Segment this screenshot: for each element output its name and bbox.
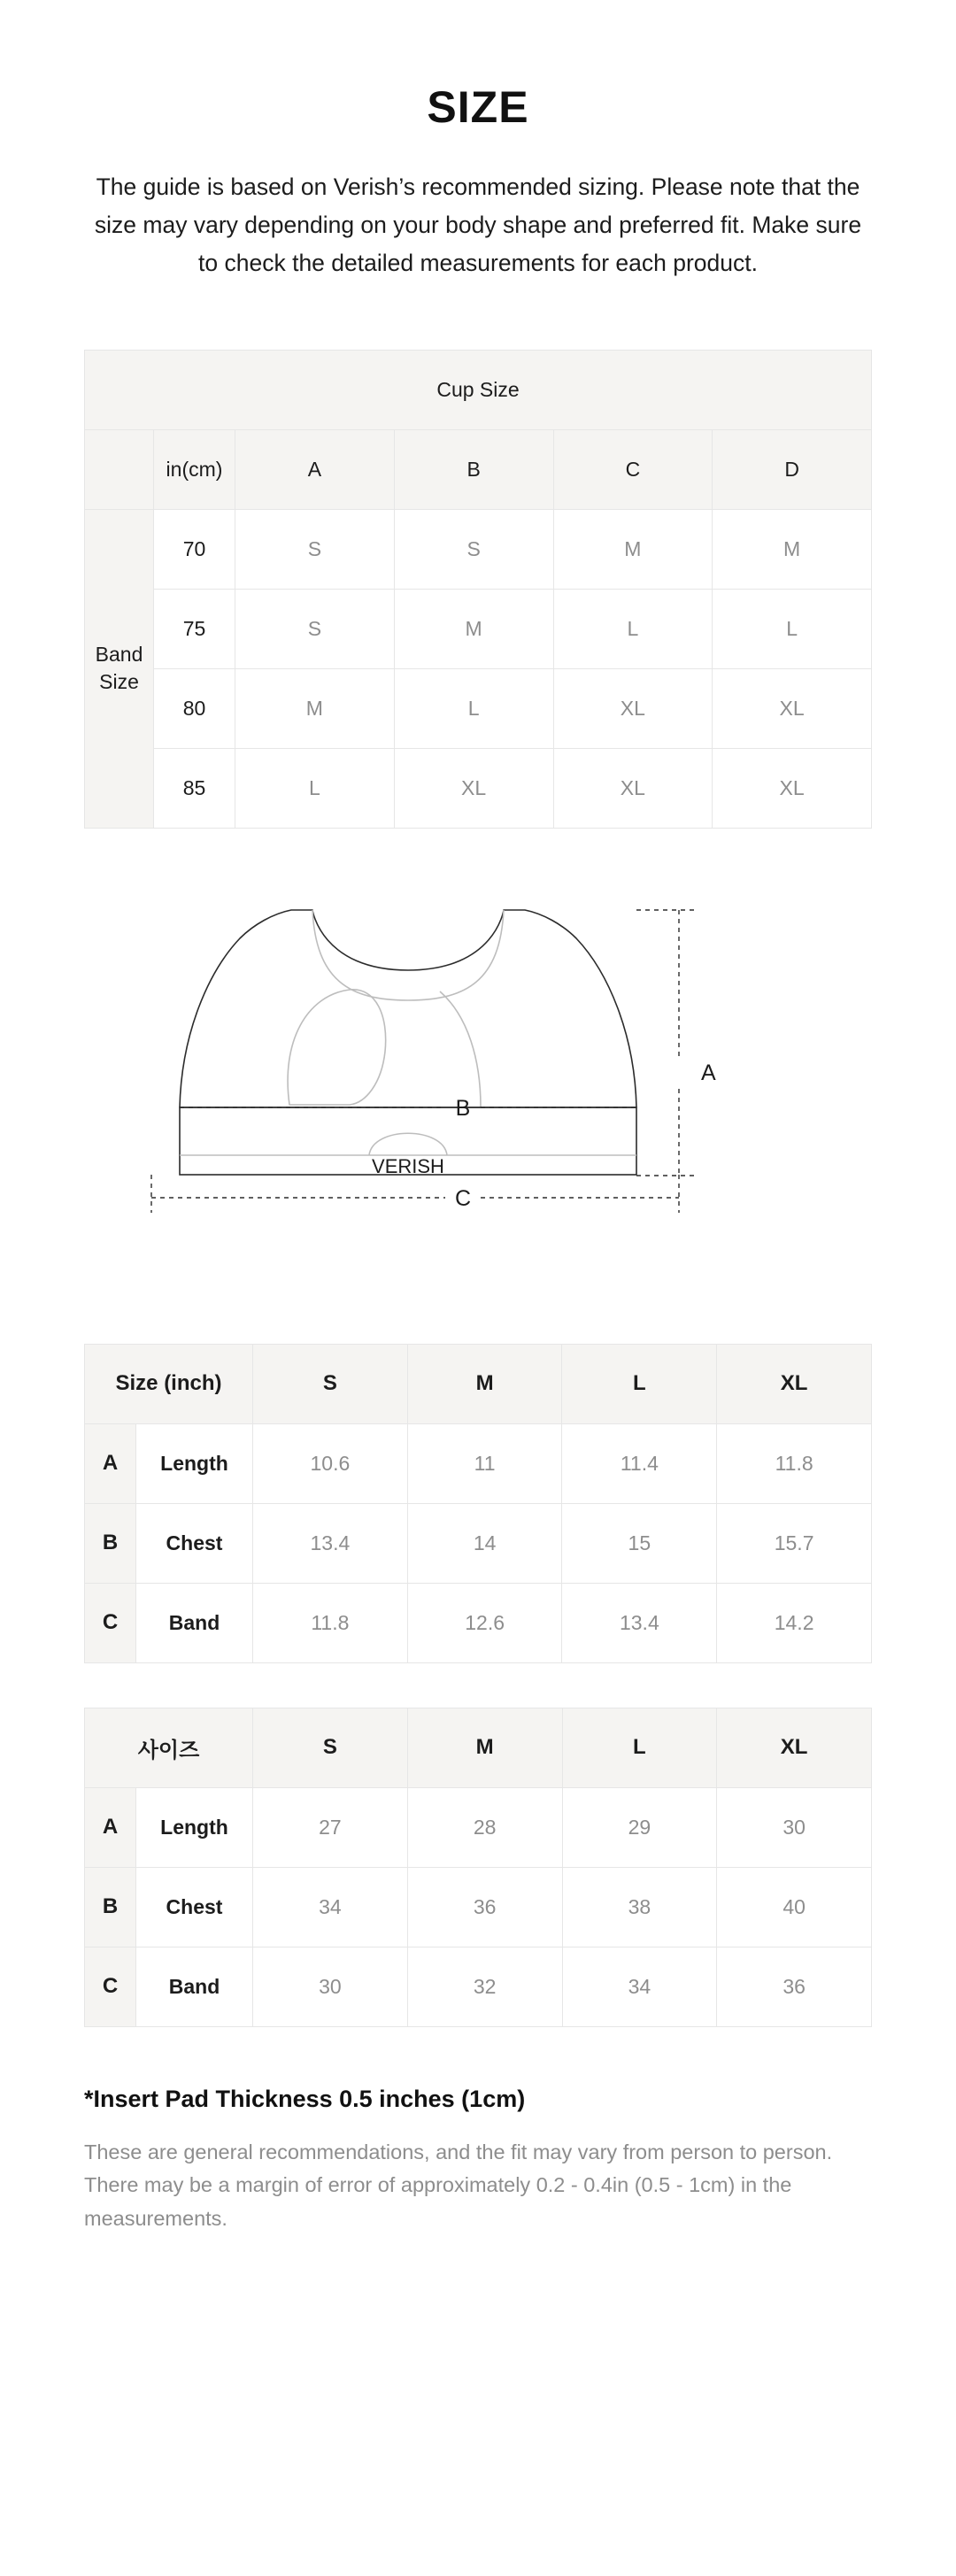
band-size-label: Band Size — [85, 509, 154, 828]
inch-band-l: 13.4 — [562, 1583, 717, 1662]
cup-band-table — [84, 350, 872, 829]
cm-length-s: 27 — [253, 1787, 408, 1867]
inch-head-label: Size (inch) — [85, 1344, 253, 1423]
pad-thickness-note: *Insert Pad Thickness 0.5 inches (1cm) — [84, 2085, 526, 2112]
cm-col-s: S — [253, 1708, 408, 1787]
cell-70-b: S — [394, 509, 553, 589]
cm-measurement-table — [84, 1708, 872, 2027]
table-row — [85, 1344, 872, 1423]
inch-col-xl: XL — [717, 1344, 872, 1423]
band-value-85: 85 — [154, 748, 235, 828]
inch-chest-l: 15 — [562, 1503, 717, 1583]
dimension-label-a: A — [701, 1060, 716, 1085]
page-title: SIZE — [427, 82, 529, 132]
band-value-75: 75 — [154, 589, 235, 668]
cm-chest-l: 38 — [562, 1867, 717, 1947]
inch-chest-s: 13.4 — [253, 1503, 408, 1583]
cm-col-l: L — [562, 1708, 717, 1787]
cm-band-l: 34 — [562, 1947, 717, 2026]
inch-band-s: 11.8 — [253, 1583, 408, 1662]
cup-column-b: B — [394, 429, 553, 509]
table-row — [85, 1787, 872, 1867]
cm-axis-a: A — [85, 1787, 136, 1867]
inch-band-xl: 14.2 — [717, 1583, 872, 1662]
table-row — [85, 429, 872, 509]
cm-rowname-length: Length — [136, 1787, 253, 1867]
cm-axis-b: B — [85, 1867, 136, 1947]
inch-chest-m: 14 — [407, 1503, 562, 1583]
inch-axis-c: C — [85, 1583, 136, 1662]
cm-chest-xl: 40 — [717, 1867, 872, 1947]
cm-rowname-band: Band — [136, 1947, 253, 2026]
cell-80-a: M — [235, 668, 395, 748]
cm-length-xl: 30 — [717, 1787, 872, 1867]
cm-col-m: M — [407, 1708, 562, 1787]
inch-axis-a: A — [85, 1423, 136, 1503]
inch-axis-b: B — [85, 1503, 136, 1583]
brand-label: VERISH — [372, 1154, 444, 1177]
inch-rowname-chest: Chest — [136, 1503, 253, 1583]
inch-length-m: 11 — [407, 1423, 562, 1503]
inch-col-s: S — [253, 1344, 408, 1423]
inch-chest-xl: 15.7 — [717, 1503, 872, 1583]
cell-75-a: S — [235, 589, 395, 668]
table-row — [85, 1423, 872, 1503]
inch-col-m: M — [407, 1344, 562, 1423]
table-row — [85, 589, 872, 668]
cell-85-b: XL — [394, 748, 553, 828]
inch-rowname-band: Band — [136, 1583, 253, 1662]
inch-length-s: 10.6 — [253, 1423, 408, 1503]
dimension-label-b: B — [455, 1095, 471, 1121]
cell-75-b: M — [394, 589, 553, 668]
cm-col-xl: XL — [717, 1708, 872, 1787]
cup-column-c: C — [553, 429, 713, 509]
cm-chest-s: 34 — [253, 1867, 408, 1947]
corner-cell — [85, 429, 154, 509]
table-row — [85, 668, 872, 748]
cm-band-m: 32 — [407, 1947, 562, 2026]
cup-column-d: D — [713, 429, 872, 509]
table-row — [85, 1947, 872, 2026]
cell-80-b: L — [394, 668, 553, 748]
inch-length-l: 11.4 — [562, 1423, 717, 1503]
cell-70-c: M — [553, 509, 713, 589]
cup-column-a: A — [235, 429, 395, 509]
unit-label: in(cm) — [154, 429, 235, 509]
table-row — [85, 1503, 872, 1583]
cell-80-c: XL — [553, 668, 713, 748]
cm-chest-m: 36 — [407, 1867, 562, 1947]
dimension-label-c: C — [454, 1185, 472, 1211]
intro-paragraph: The guide is based on Verish’s recommended sizing. Please note that the size may vary depending on your body shape and preferred fit. Make sure to check the detailed measurements for each product. — [94, 174, 862, 276]
cm-length-m: 28 — [407, 1787, 562, 1867]
cell-75-c: L — [553, 589, 713, 668]
table-row — [85, 509, 872, 589]
cm-band-s: 30 — [253, 1947, 408, 2026]
cell-70-d: M — [713, 509, 872, 589]
inch-measurement-table — [84, 1344, 872, 1663]
cm-rowname-chest: Chest — [136, 1867, 253, 1947]
inch-length-xl: 11.8 — [717, 1423, 872, 1503]
band-value-70: 70 — [154, 509, 235, 589]
cup-size-title: Cup Size — [85, 350, 872, 429]
sports-bra-diagram — [84, 883, 872, 1300]
band-value-80: 80 — [154, 668, 235, 748]
cell-85-a: L — [235, 748, 395, 828]
inch-col-l: L — [562, 1344, 717, 1423]
cm-axis-c: C — [85, 1947, 136, 2026]
inch-rowname-length: Length — [136, 1423, 253, 1503]
table-row — [85, 1708, 872, 1787]
cm-head-label: 사이즈 — [85, 1708, 253, 1787]
cell-70-a: S — [235, 509, 395, 589]
table-row — [85, 748, 872, 828]
measurement-disclaimer: These are general recommendations, and the fit may vary from person to person. There may be a margin of error of approximately 0.2 - 0.4in (0.5 - 1cm) in the measurements. — [84, 2140, 833, 2230]
cm-length-l: 29 — [562, 1787, 717, 1867]
cell-75-d: L — [713, 589, 872, 668]
cell-80-d: XL — [713, 668, 872, 748]
cm-band-xl: 36 — [717, 1947, 872, 2026]
table-row — [85, 1867, 872, 1947]
cell-85-c: XL — [553, 748, 713, 828]
table-row — [85, 350, 872, 429]
table-row — [85, 1583, 872, 1662]
size-guide-page — [0, 81, 956, 2307]
cell-85-d: XL — [713, 748, 872, 828]
inch-band-m: 12.6 — [407, 1583, 562, 1662]
